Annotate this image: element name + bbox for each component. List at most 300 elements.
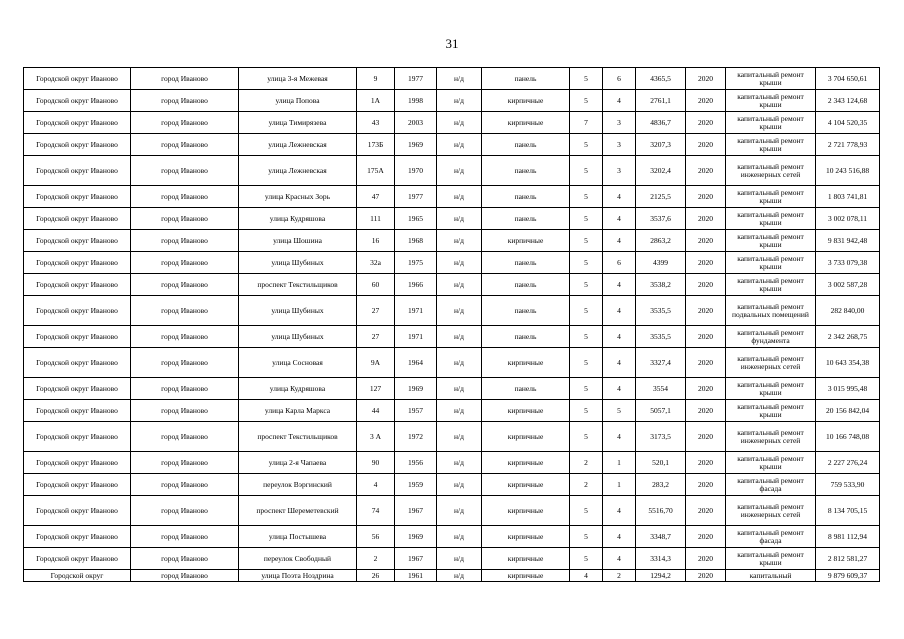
entrances-cell: 4 [603, 296, 636, 326]
year-overhaul-cell: н/д [437, 156, 482, 186]
city-cell: город Иваново [131, 378, 239, 400]
cost-cell: 3 002 587,28 [816, 274, 880, 296]
year-overhaul-cell: н/д [437, 230, 482, 252]
floors-cell: 5 [570, 296, 603, 326]
area-cell: 3535,5 [636, 326, 686, 348]
work-type-cell: капитальный ремонт инженерных сетей [726, 156, 816, 186]
table-row [24, 378, 880, 400]
floors-cell: 5 [570, 496, 603, 526]
city-cell: город Иваново [131, 548, 239, 570]
street-cell: проспект Шереметевский [239, 496, 357, 526]
year-overhaul-cell: н/д [437, 400, 482, 422]
wall-material-cell: панель [482, 134, 570, 156]
table-row [24, 68, 880, 90]
year-overhaul-cell: н/д [437, 570, 482, 582]
city-cell: город Иваново [131, 134, 239, 156]
district-cell: Городской округ Иваново [24, 548, 131, 570]
area-cell: 3207,3 [636, 134, 686, 156]
area-cell: 1294,2 [636, 570, 686, 582]
plan-year-cell: 2020 [686, 296, 726, 326]
house-number-cell: 60 [357, 274, 395, 296]
year-overhaul-cell: н/д [437, 252, 482, 274]
work-type-cell: капитальный ремонт крыши [726, 378, 816, 400]
wall-material-cell: панель [482, 326, 570, 348]
entrances-cell: 3 [603, 134, 636, 156]
plan-year-cell: 2020 [686, 348, 726, 378]
house-number-cell: 4 [357, 474, 395, 496]
city-cell: город Иваново [131, 230, 239, 252]
work-type-cell: капитальный ремонт крыши [726, 112, 816, 134]
year-overhaul-cell: н/д [437, 326, 482, 348]
table-row [24, 526, 880, 548]
work-type-cell: капитальный ремонт крыши [726, 208, 816, 230]
entrances-cell: 6 [603, 68, 636, 90]
work-type-cell: капитальный ремонт крыши [726, 90, 816, 112]
street-cell: улица Красных Зорь [239, 186, 357, 208]
year-overhaul-cell: н/д [437, 68, 482, 90]
plan-year-cell: 2020 [686, 400, 726, 422]
floors-cell: 7 [570, 112, 603, 134]
entrances-cell: 4 [603, 526, 636, 548]
work-type-cell: капитальный ремонт крыши [726, 252, 816, 274]
plan-year-cell: 2020 [686, 474, 726, 496]
table-row [24, 496, 880, 526]
area-cell: 5057,1 [636, 400, 686, 422]
district-cell: Городской округ [24, 570, 131, 582]
house-number-cell: 47 [357, 186, 395, 208]
area-cell: 5516,70 [636, 496, 686, 526]
city-cell: город Иваново [131, 326, 239, 348]
floors-cell: 5 [570, 90, 603, 112]
table-row [24, 348, 880, 378]
cost-cell: 3 002 078,11 [816, 208, 880, 230]
work-type-cell: капитальный ремонт подвальных помещений [726, 296, 816, 326]
area-cell: 4836,7 [636, 112, 686, 134]
floors-cell: 5 [570, 348, 603, 378]
city-cell: город Иваново [131, 570, 239, 582]
entrances-cell: 3 [603, 112, 636, 134]
house-number-cell: 90 [357, 452, 395, 474]
work-type-cell: капитальный [726, 570, 816, 582]
year-overhaul-cell: н/д [437, 378, 482, 400]
floors-cell: 5 [570, 208, 603, 230]
house-number-cell: 127 [357, 378, 395, 400]
wall-material-cell: кирпичные [482, 348, 570, 378]
table-row [24, 452, 880, 474]
year-overhaul-cell: н/д [437, 186, 482, 208]
district-cell: Городской округ Иваново [24, 156, 131, 186]
plan-year-cell: 2020 [686, 548, 726, 570]
district-cell: Городской округ Иваново [24, 112, 131, 134]
street-cell: улица Сосновая [239, 348, 357, 378]
floors-cell: 5 [570, 252, 603, 274]
wall-material-cell: панель [482, 156, 570, 186]
work-type-cell: капитальный ремонт крыши [726, 134, 816, 156]
year-built-cell: 1971 [395, 326, 437, 348]
district-cell: Городской округ Иваново [24, 68, 131, 90]
table-row [24, 274, 880, 296]
year-built-cell: 1977 [395, 186, 437, 208]
table-row [24, 252, 880, 274]
city-cell: город Иваново [131, 186, 239, 208]
table-row [24, 296, 880, 326]
district-cell: Городской округ Иваново [24, 296, 131, 326]
entrances-cell: 4 [603, 422, 636, 452]
table-row [24, 474, 880, 496]
plan-year-cell: 2020 [686, 90, 726, 112]
entrances-cell: 4 [603, 230, 636, 252]
plan-year-cell: 2020 [686, 208, 726, 230]
entrances-cell: 4 [603, 326, 636, 348]
year-overhaul-cell: н/д [437, 208, 482, 230]
city-cell: город Иваново [131, 474, 239, 496]
city-cell: город Иваново [131, 252, 239, 274]
table-row [24, 326, 880, 348]
year-built-cell: 1964 [395, 348, 437, 378]
street-cell: проспект Текстильщиков [239, 422, 357, 452]
house-number-cell: 175А [357, 156, 395, 186]
floors-cell: 2 [570, 474, 603, 496]
floors-cell: 5 [570, 400, 603, 422]
house-number-cell: 26 [357, 570, 395, 582]
cost-cell: 2 721 778,93 [816, 134, 880, 156]
street-cell: проспект Текстильщиков [239, 274, 357, 296]
table-row [24, 90, 880, 112]
city-cell: город Иваново [131, 526, 239, 548]
area-cell: 2761,1 [636, 90, 686, 112]
wall-material-cell: панель [482, 186, 570, 208]
street-cell: улица Поэта Ноздрина [239, 570, 357, 582]
cost-cell: 3 015 995,48 [816, 378, 880, 400]
city-cell: город Иваново [131, 208, 239, 230]
work-type-cell: капитальный ремонт крыши [726, 548, 816, 570]
district-cell: Городской округ Иваново [24, 252, 131, 274]
work-type-cell: капитальный ремонт инженерных сетей [726, 348, 816, 378]
year-overhaul-cell: н/д [437, 452, 482, 474]
work-type-cell: капитальный ремонт крыши [726, 274, 816, 296]
plan-year-cell: 2020 [686, 230, 726, 252]
street-cell: улица Кудряшова [239, 208, 357, 230]
city-cell: город Иваново [131, 496, 239, 526]
cost-cell: 2 342 268,75 [816, 326, 880, 348]
entrances-cell: 1 [603, 452, 636, 474]
district-cell: Городской округ Иваново [24, 526, 131, 548]
street-cell: улица Шошина [239, 230, 357, 252]
year-built-cell: 1975 [395, 252, 437, 274]
wall-material-cell: панель [482, 68, 570, 90]
cost-cell: 2 343 124,68 [816, 90, 880, 112]
cost-cell: 10 643 354,38 [816, 348, 880, 378]
wall-material-cell: кирпичные [482, 422, 570, 452]
year-overhaul-cell: н/д [437, 90, 482, 112]
plan-year-cell: 2020 [686, 326, 726, 348]
house-number-cell: 16 [357, 230, 395, 252]
cost-cell: 3 704 650,61 [816, 68, 880, 90]
street-cell: улица Лежневская [239, 134, 357, 156]
cost-cell: 10 166 748,08 [816, 422, 880, 452]
cost-cell: 20 156 842,04 [816, 400, 880, 422]
year-overhaul-cell: н/д [437, 526, 482, 548]
work-type-cell: капитальный ремонт крыши [726, 400, 816, 422]
house-number-cell: 56 [357, 526, 395, 548]
house-number-cell: 9А [357, 348, 395, 378]
entrances-cell: 4 [603, 378, 636, 400]
entrances-cell: 4 [603, 496, 636, 526]
floors-cell: 5 [570, 274, 603, 296]
floors-cell: 5 [570, 156, 603, 186]
area-cell: 3535,5 [636, 296, 686, 326]
year-overhaul-cell: н/д [437, 348, 482, 378]
work-type-cell: капитальный ремонт инженерных сетей [726, 422, 816, 452]
plan-year-cell: 2020 [686, 378, 726, 400]
house-number-cell: 74 [357, 496, 395, 526]
year-overhaul-cell: н/д [437, 422, 482, 452]
table-row [24, 134, 880, 156]
year-built-cell: 1966 [395, 274, 437, 296]
district-cell: Городской округ Иваново [24, 496, 131, 526]
plan-year-cell: 2020 [686, 112, 726, 134]
district-cell: Городской округ Иваново [24, 208, 131, 230]
plan-year-cell: 2020 [686, 186, 726, 208]
year-overhaul-cell: н/д [437, 496, 482, 526]
district-cell: Городской округ Иваново [24, 326, 131, 348]
street-cell: переулок Свободный [239, 548, 357, 570]
year-built-cell: 2003 [395, 112, 437, 134]
year-built-cell: 1970 [395, 156, 437, 186]
city-cell: город Иваново [131, 422, 239, 452]
street-cell: улица Карла Маркса [239, 400, 357, 422]
area-cell: 3327,4 [636, 348, 686, 378]
city-cell: город Иваново [131, 296, 239, 326]
cost-cell: 282 840,00 [816, 296, 880, 326]
work-type-cell: капитальный ремонт фасада [726, 474, 816, 496]
street-cell: улица Шубиных [239, 252, 357, 274]
work-type-cell: капитальный ремонт фундамента [726, 326, 816, 348]
plan-year-cell: 2020 [686, 452, 726, 474]
house-number-cell: 44 [357, 400, 395, 422]
entrances-cell: 3 [603, 156, 636, 186]
area-cell: 520,1 [636, 452, 686, 474]
plan-year-cell: 2020 [686, 156, 726, 186]
city-cell: город Иваново [131, 112, 239, 134]
area-cell: 2125,5 [636, 186, 686, 208]
plan-year-cell: 2020 [686, 570, 726, 582]
district-cell: Городской округ Иваново [24, 230, 131, 252]
floors-cell: 5 [570, 326, 603, 348]
registry-table [23, 67, 880, 582]
work-type-cell: капитальный ремонт крыши [726, 230, 816, 252]
table-row [24, 156, 880, 186]
table-row [24, 230, 880, 252]
cost-cell: 4 104 520,35 [816, 112, 880, 134]
wall-material-cell: панель [482, 296, 570, 326]
city-cell: город Иваново [131, 452, 239, 474]
house-number-cell: 9 [357, 68, 395, 90]
page-number: 31 [445, 36, 459, 51]
year-built-cell: 1969 [395, 378, 437, 400]
year-built-cell: 1956 [395, 452, 437, 474]
table-row [24, 208, 880, 230]
plan-year-cell: 2020 [686, 526, 726, 548]
area-cell: 3538,2 [636, 274, 686, 296]
street-cell: переулок Вэргинский [239, 474, 357, 496]
house-number-cell: 43 [357, 112, 395, 134]
wall-material-cell: кирпичные [482, 548, 570, 570]
year-built-cell: 1959 [395, 474, 437, 496]
street-cell: улица Попова [239, 90, 357, 112]
wall-material-cell: кирпичные [482, 230, 570, 252]
district-cell: Городской округ Иваново [24, 348, 131, 378]
house-number-cell: 1А [357, 90, 395, 112]
entrances-cell: 5 [603, 400, 636, 422]
year-overhaul-cell: н/д [437, 548, 482, 570]
floors-cell: 4 [570, 570, 603, 582]
city-cell: город Иваново [131, 68, 239, 90]
area-cell: 283,2 [636, 474, 686, 496]
area-cell: 3173,5 [636, 422, 686, 452]
street-cell: улица Кудряшова [239, 378, 357, 400]
street-cell: улица Шубиных [239, 296, 357, 326]
street-cell: улица 2-я Чапаева [239, 452, 357, 474]
plan-year-cell: 2020 [686, 496, 726, 526]
street-cell: улица Лежневская [239, 156, 357, 186]
cost-cell: 9 831 942,48 [816, 230, 880, 252]
wall-material-cell: кирпичные [482, 474, 570, 496]
cost-cell: 3 733 079,38 [816, 252, 880, 274]
city-cell: город Иваново [131, 156, 239, 186]
wall-material-cell: панель [482, 378, 570, 400]
year-built-cell: 1998 [395, 90, 437, 112]
year-built-cell: 1969 [395, 134, 437, 156]
year-built-cell: 1965 [395, 208, 437, 230]
area-cell: 4399 [636, 252, 686, 274]
work-type-cell: капитальный ремонт фасада [726, 526, 816, 548]
wall-material-cell: панель [482, 208, 570, 230]
entrances-cell: 4 [603, 208, 636, 230]
cost-cell: 9 879 609,37 [816, 570, 880, 582]
year-built-cell: 1972 [395, 422, 437, 452]
entrances-cell: 6 [603, 252, 636, 274]
plan-year-cell: 2020 [686, 274, 726, 296]
district-cell: Городской округ Иваново [24, 452, 131, 474]
table-row [24, 548, 880, 570]
cost-cell: 2 812 581,27 [816, 548, 880, 570]
year-built-cell: 1971 [395, 296, 437, 326]
year-overhaul-cell: н/д [437, 134, 482, 156]
year-overhaul-cell: н/д [437, 296, 482, 326]
year-overhaul-cell: н/д [437, 474, 482, 496]
floors-cell: 5 [570, 526, 603, 548]
house-number-cell: 32а [357, 252, 395, 274]
year-overhaul-cell: н/д [437, 112, 482, 134]
house-number-cell: 173Б [357, 134, 395, 156]
street-cell: улица Постышева [239, 526, 357, 548]
year-built-cell: 1967 [395, 548, 437, 570]
floors-cell: 5 [570, 378, 603, 400]
plan-year-cell: 2020 [686, 68, 726, 90]
entrances-cell: 4 [603, 274, 636, 296]
entrances-cell: 4 [603, 548, 636, 570]
entrances-cell: 2 [603, 570, 636, 582]
year-built-cell: 1969 [395, 526, 437, 548]
year-built-cell: 1961 [395, 570, 437, 582]
entrances-cell: 4 [603, 186, 636, 208]
city-cell: город Иваново [131, 90, 239, 112]
floors-cell: 5 [570, 422, 603, 452]
table-row [24, 400, 880, 422]
street-cell: улица 3-я Межевая [239, 68, 357, 90]
district-cell: Городской округ Иваново [24, 186, 131, 208]
floors-cell: 5 [570, 548, 603, 570]
city-cell: город Иваново [131, 400, 239, 422]
year-overhaul-cell: н/д [437, 274, 482, 296]
district-cell: Городской округ Иваново [24, 474, 131, 496]
area-cell: 2863,2 [636, 230, 686, 252]
year-built-cell: 1968 [395, 230, 437, 252]
area-cell: 3348,7 [636, 526, 686, 548]
plan-year-cell: 2020 [686, 422, 726, 452]
house-number-cell: 111 [357, 208, 395, 230]
table-row [24, 422, 880, 452]
street-cell: улица Шубиных [239, 326, 357, 348]
work-type-cell: капитальный ремонт крыши [726, 186, 816, 208]
area-cell: 3314,3 [636, 548, 686, 570]
city-cell: город Иваново [131, 274, 239, 296]
area-cell: 3537,6 [636, 208, 686, 230]
entrances-cell: 1 [603, 474, 636, 496]
district-cell: Городской округ Иваново [24, 90, 131, 112]
district-cell: Городской округ Иваново [24, 134, 131, 156]
cost-cell: 10 243 516,88 [816, 156, 880, 186]
floors-cell: 5 [570, 134, 603, 156]
year-built-cell: 1977 [395, 68, 437, 90]
wall-material-cell: панель [482, 252, 570, 274]
plan-year-cell: 2020 [686, 252, 726, 274]
table-row [24, 112, 880, 134]
wall-material-cell: кирпичные [482, 400, 570, 422]
wall-material-cell: кирпичные [482, 90, 570, 112]
district-cell: Городской округ Иваново [24, 378, 131, 400]
district-cell: Городской округ Иваново [24, 422, 131, 452]
wall-material-cell: кирпичные [482, 526, 570, 548]
entrances-cell: 4 [603, 348, 636, 378]
cost-cell: 759 533,90 [816, 474, 880, 496]
plan-year-cell: 2020 [686, 134, 726, 156]
cost-cell: 2 227 276,24 [816, 452, 880, 474]
district-cell: Городской округ Иваново [24, 274, 131, 296]
floors-cell: 5 [570, 230, 603, 252]
year-built-cell: 1957 [395, 400, 437, 422]
house-number-cell: 27 [357, 296, 395, 326]
floors-cell: 5 [570, 68, 603, 90]
street-cell: улица Тимирязева [239, 112, 357, 134]
wall-material-cell: кирпичные [482, 570, 570, 582]
house-number-cell: 3 А [357, 422, 395, 452]
table-row [24, 570, 880, 582]
entrances-cell: 4 [603, 90, 636, 112]
cost-cell: 8 981 112,94 [816, 526, 880, 548]
city-cell: город Иваново [131, 348, 239, 378]
table-row [24, 186, 880, 208]
area-cell: 3554 [636, 378, 686, 400]
work-type-cell: капитальный ремонт инженерных сетей [726, 496, 816, 526]
floors-cell: 2 [570, 452, 603, 474]
wall-material-cell: кирпичные [482, 496, 570, 526]
house-number-cell: 27 [357, 326, 395, 348]
area-cell: 4365,5 [636, 68, 686, 90]
area-cell: 3202,4 [636, 156, 686, 186]
work-type-cell: капитальный ремонт крыши [726, 68, 816, 90]
